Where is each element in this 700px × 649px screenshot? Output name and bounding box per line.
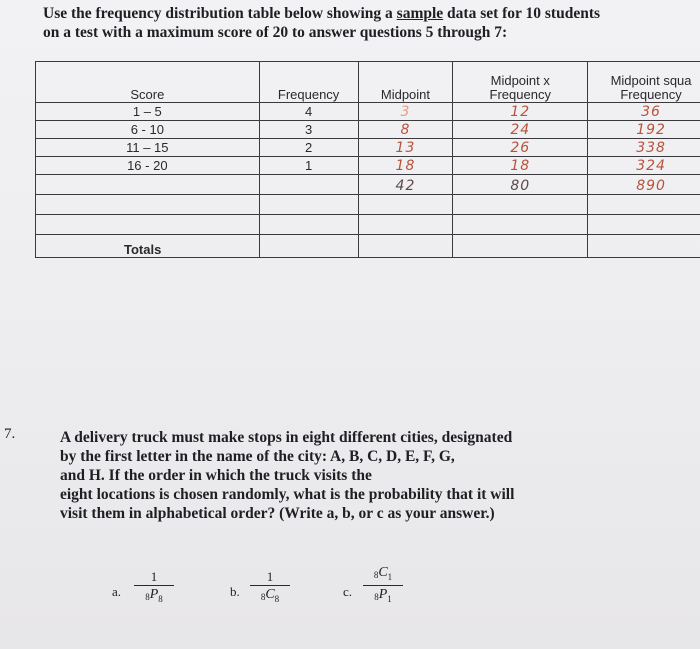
question-line: visit them in alphabetical order? (Write a, b, or c as your answer.) [60,505,495,522]
frequency-cell: 4 [259,103,358,121]
mid-freq-cell: 26 [453,139,588,157]
question-number: 7. [4,426,16,442]
worksheet-instructions [43,4,700,42]
choice-b-fraction: $\frac{1}{8C_8}$ [250,570,290,608]
mid-freq-sum: 80 [453,175,588,195]
table-row [36,121,700,139]
midpoint-cell: 8 [358,121,453,139]
mid-sq-cell: 36 [588,103,700,121]
table-row [36,103,700,121]
choice-c-fraction: $\frac{8C_1}{8P_1}$ [363,566,403,608]
table-row-empty [36,215,700,235]
mid-sq-cell: 192 [588,121,700,139]
midpoint-header: Midpoint [358,62,453,103]
frequency-cell: 3 [259,121,358,139]
table-row [36,157,700,175]
midpoint-squared-frequency-header: Midpoint squa Frequency [588,62,700,103]
table-row [36,139,700,157]
mid-freq-cell: 18 [453,157,588,175]
table-totals-row [36,235,700,258]
midpoint-cell: 3 [358,103,453,121]
table-row-sums [36,175,700,195]
question-line: A delivery truck must make stops in eight different cities, designated [60,429,513,446]
choice-c-label: c. [343,584,353,599]
frequency-distribution-table [35,61,700,258]
underlined-word: sample [396,5,444,22]
question-line: and H. If the order in which the truck visits the [60,467,372,484]
mid-freq-cell: 24 [453,121,588,139]
mid-sq-sum: 890 [588,175,700,195]
frequency-cell: 1 [259,157,358,175]
table-row-empty [36,195,700,215]
midpoint-x-frequency-header: Midpoint x Frequency [453,62,588,103]
frequency-cell: 2 [259,139,358,157]
midpoint-sum: 42 [358,175,453,195]
totals-label: Totals [36,235,260,258]
choice-b-label: b. [230,584,240,599]
score-header: Score [36,62,260,103]
mid-sq-cell: 338 [588,139,700,157]
choice-a-fraction: $\frac{1}{8P_8}$ [134,570,174,608]
frequency-header: Frequency [259,62,358,103]
question-line: eight locations is chosen randomly, what is the probability that it will [60,486,515,503]
question-text [60,428,660,523]
mid-sq-cell: 324 [588,157,700,175]
instructions-line-2: on a test with a maximum score of 20 to answer questions 5 through 7: [43,24,508,41]
question-line: by the first letter in the name of the city: A, B, C, D, E, F, G, [60,448,455,465]
mid-freq-cell: 12 [453,103,588,121]
instructions-line-1: Use the frequency distribution table below showing a sample data set for 10 students [43,5,601,22]
score-cell: 11 – 15 [36,139,260,157]
table-header-row [36,62,700,103]
midpoint-cell: 18 [358,157,453,175]
midpoint-cell: 13 [358,139,453,157]
score-cell: 1 – 5 [36,103,260,121]
choice-a-label: a. [112,584,122,599]
score-cell: 16 - 20 [36,157,260,175]
score-cell: 6 - 10 [36,121,260,139]
